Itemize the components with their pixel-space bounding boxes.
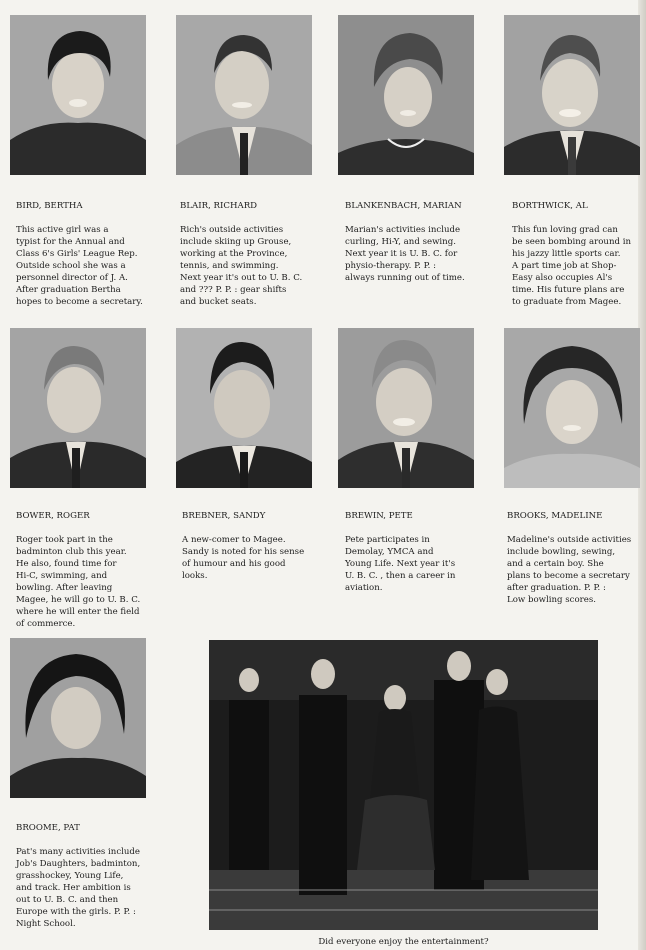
student-description: Roger took part in the badminton club this year. He also, found time for Hi-C, swimming, and bowling. After leaving Magee, he will go to U. B. C. where he will enter the field of commerce. xyxy=(16,535,141,629)
portrait-photo xyxy=(10,638,146,798)
student-bio xyxy=(345,498,485,606)
student-name: BLAIR, RICHARD xyxy=(180,201,258,211)
student-description: Marian's activities include curling, Hi-Y, and sewing. Next year it is U. B. C. for physio-therapy. P. P. : always running out of time. xyxy=(345,225,465,283)
student-name: BIRD, BERTHA xyxy=(16,201,83,211)
student-name: BORTHWICK, AL xyxy=(512,201,588,211)
photo-caption: Did everyone enjoy the entertainment? xyxy=(318,937,489,947)
student-bio xyxy=(507,498,646,618)
student-description: Pat's many activities include Job's Daughters, badminton, grasshockey, Young Life, and track. Her ambition is out to U. B. C. and then Europe with the girls. P. P. : Night School. xyxy=(16,847,141,929)
student-description: Pete participates in Demolay, YMCA and Young Life. Next year it's U. B. C. , then a career in aviation. xyxy=(345,535,456,593)
portrait-photo xyxy=(10,15,146,175)
student-bio xyxy=(182,498,322,594)
student-bio xyxy=(345,188,485,296)
portrait-photo xyxy=(10,328,146,488)
student-name: BOWER, ROGER xyxy=(16,511,90,521)
student-description: This active girl was a typist for the Annual and Class 6's Girls' League Rep. Outside school she was a personnel director of J. A. After graduation Bertha hopes to become a secretary. xyxy=(16,225,143,307)
portrait-photo xyxy=(504,328,640,488)
student-name: BLANKENBACH, MARIAN xyxy=(345,201,462,211)
student-bio xyxy=(180,188,320,320)
student-description: Rich's outside activities include skiing up Grouse, working at the Province, tennis, and swimming. Next year it's out to U. B. C. and ??? P. P. : gear shifts and bucket seats. xyxy=(180,225,303,307)
group-photo xyxy=(209,640,598,930)
student-name: BREBNER, SANDY xyxy=(182,511,266,521)
student-bio xyxy=(16,188,156,320)
student-bio xyxy=(16,498,156,642)
student-name: BROOKS, MADELINE xyxy=(507,511,603,521)
student-name: BROOME, PAT xyxy=(16,823,80,833)
portrait-photo xyxy=(504,15,640,175)
student-description: A new-comer to Magee. Sandy is noted for his sense of humour and his good looks. xyxy=(182,535,305,581)
portrait-photo xyxy=(176,15,312,175)
portrait-photo xyxy=(338,15,474,175)
student-bio xyxy=(512,188,646,320)
portrait-photo xyxy=(176,328,312,488)
student-description: Madeline's outside activities include bowling, sewing, and a certain boy. She plans to become a secretary after graduation. P. P. : Low bowling scores. xyxy=(507,535,632,605)
student-description: This fun loving grad can be seen bombing around in his jazzy little sports car. A part time job at Shop- Easy also occupies Al's time. His future plans are to graduate from Magee. xyxy=(512,225,631,307)
portrait-photo xyxy=(338,328,474,488)
student-bio xyxy=(16,810,156,942)
student-name: BREWIN, PETE xyxy=(345,511,413,521)
